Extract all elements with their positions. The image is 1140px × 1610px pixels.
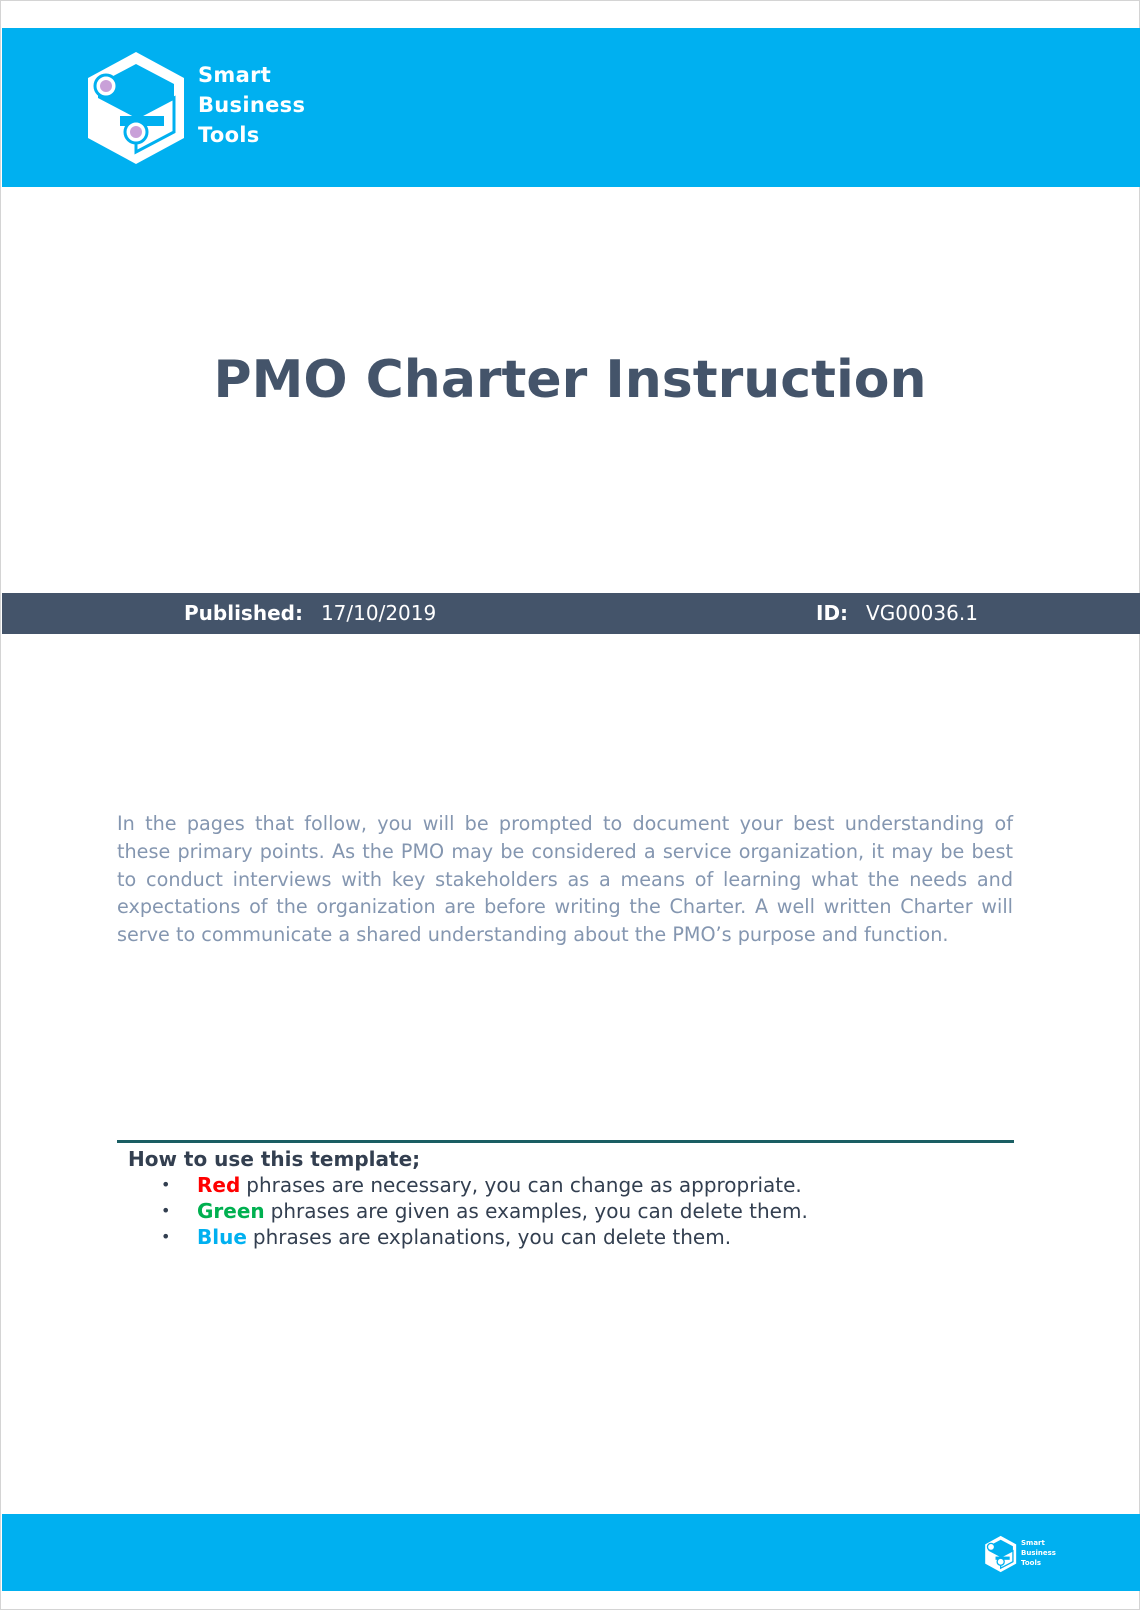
list-item-blue [117,1224,1014,1250]
bullet-icon: • [161,1175,171,1194]
how-to-list [117,1172,1014,1250]
footer-wordmark [1021,1538,1056,1568]
keyword-blue: Blue [197,1225,247,1249]
item-text: phrases are explanations, you can delete them. [252,1225,732,1249]
published-value: 17/10/2019 [320,601,437,625]
how-to-title: How to use this template; [128,1147,421,1171]
bullet-icon: • [161,1227,171,1246]
logo-word-1: Smart [198,63,272,87]
published-label: Published: [184,601,303,625]
footer-logo-word-1: Smart [1021,1539,1045,1547]
item-text: phrases are necessary, you can change as appropriate. [246,1173,802,1197]
list-item-green [117,1198,1014,1224]
footer-logo [983,1534,1063,1574]
id-label: ID: [816,601,849,625]
bullet-icon: • [161,1201,171,1220]
header-logo [82,46,322,170]
logo-wordmark [198,60,305,150]
logo-word-2: Business [198,93,306,117]
published-info [184,593,436,634]
meta-bar [2,593,1140,634]
smart-business-tools-logo-icon [983,1534,1019,1574]
keyword-red: Red [197,1173,241,1197]
intro-paragraph: In the pages that follow, you will be prompted to document your best understanding of these primary points. As the PMO may be considered a service organization, it may be best to conduct interviews with key stakeholders as a means of learning what the needs and expectations of the organization are before writing the Charter. A well written Charter will serve to communicate a shared understanding about the PMO’s purpose and function. [117,812,1013,947]
keyword-green: Green [197,1199,265,1223]
footer-band [2,1514,1140,1591]
item-text: phrases are given as examples, you can delete them. [270,1199,808,1223]
list-item-red [117,1172,1014,1198]
id-info [816,593,978,634]
smart-business-tools-logo-icon [82,46,192,170]
document-title: PMO Charter Instruction [213,350,927,410]
footer-logo-word-3: Tools [1021,1559,1042,1567]
how-to-section [117,1140,1014,1250]
id-value: VG00036.1 [866,601,978,625]
footer-logo-word-2: Business [1021,1549,1056,1557]
logo-word-3: Tools [198,123,260,147]
